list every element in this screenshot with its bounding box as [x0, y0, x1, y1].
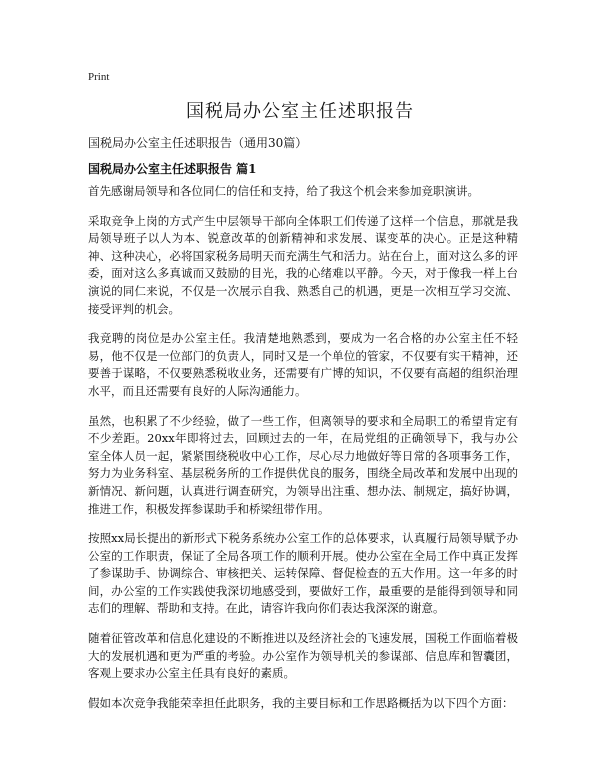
paragraph: 虽然，也积累了不少经验，做了一些工作，但离领导的要求和全局职工的希望肯定有不少差距。20xx年即将过去，回顾过去的一年，在局党组的正确领导下，我与办公室全体人员一起，紧紧围绕税收中心工作，尽心尽力地做好等日常的各项事务工作，努力为业务科室、基层税务所的工作提供优良的服务，围绕全局改革和发展中出现的新情况、新问题，认真进行调查研究，为领导出注重、想办法、制规定，搞好协调，推进工作，积极发挥参谋助手和桥梁纽带作用。: [88, 413, 518, 516]
paragraph: 我竞聘的岗位是办公室主任。我清楚地熟悉到，要成为一名合格的办公室主任不轻易，他不仅是一位部门的负责人，同时又是一个单位的管家，不仅要有实干精神，还要善于谋略，不仅要熟悉税收业务，还需要有广博的知识，不仅要有高超的组织治理水平，而且还需要有良好的人际沟通能力。: [88, 331, 518, 398]
paragraph: 按照xx局长提出的新形式下税务系统办公室工作的总体要求，认真履行局领导赋予办公室的工作职责，保证了全局各项工作的顺利开展。使办公室在全局工作中真正发挥了参谋助手、协调综合、审核把关、运转保障、督促检查的五大作用。这一年多的时间，办公室的工作实践使我深切地感受到，要做好工作，最重要的是能得到领导和同志们的理解、帮助和支持。在此，请容许我向你们表达我深深的谢意。: [88, 531, 518, 616]
print-link[interactable]: Print: [88, 71, 110, 83]
paragraph: 随着征管改革和信息化建设的不断推进以及经济社会的飞速发展，国税工作面临着极大的发展机遇和更为严重的考验。办公室作为领导机关的参谋部、信息库和智囊团，客观上要求办公室主任具有良好的素质。: [88, 631, 518, 681]
section-heading: 国税局办公室主任述职报告 篇1: [88, 162, 257, 176]
document-title: 国税局办公室主任述职报告: [186, 101, 414, 122]
paragraph: 假如本次竞争我能荣幸担任此职务，我的主要目标和工作思路概括为以下四个方面：: [88, 695, 514, 710]
document-subtitle: 国税局办公室主任述职报告（通用30篇）: [88, 136, 308, 150]
paragraph: 首先感谢局领导和各位同仁的信任和支持，给了我这个机会来参加竞职演讲。: [88, 184, 479, 198]
body-text: [88, 183, 518, 724]
paragraph: 采取竞争上岗的方式产生中层领导干部向全体职工们传递了这样一个信息，那就是我局领导班子以人为本、锐意改革的创新精神和求发展、谋变革的决心。正是这种精神、这种决心，必将国家税务局明天而充满生气和活力。站在台上，面对这么多的评委，面对这么多真诚而又鼓励的目光，我的心绪难以平静。今天，对于像我一样上台演说的同仁来说，不仅是一次展示自我、熟悉自己的机遇，更是一次相互学习交流、接受评判的机会。: [88, 213, 518, 316]
